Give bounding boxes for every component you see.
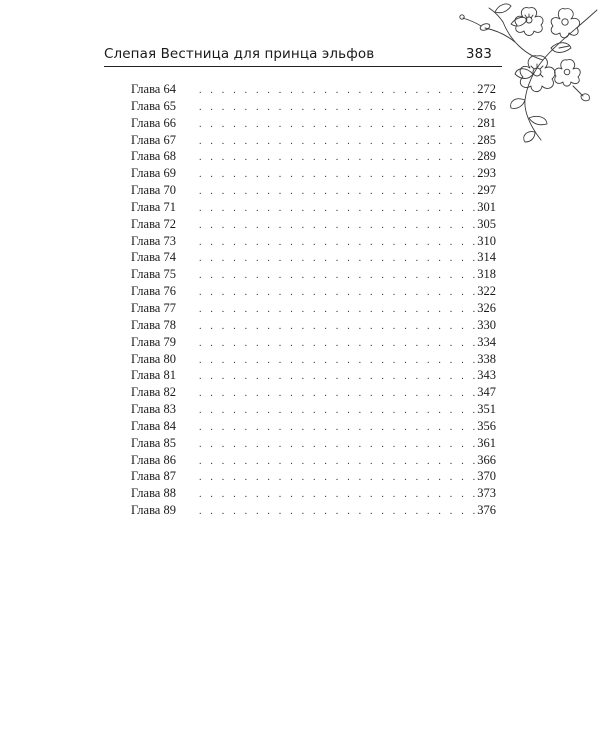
toc-dot-leader	[199, 353, 476, 370]
toc-dot-leader	[199, 201, 476, 218]
toc-entry-page: 343	[477, 368, 496, 383]
toc-entry	[131, 98, 496, 115]
toc-dot-leader	[199, 167, 476, 184]
toc-entry-title: Глава 83	[131, 402, 176, 417]
toc-entry-title: Глава 79	[131, 334, 176, 349]
toc-entry-page: 293	[477, 166, 496, 181]
toc-entry-title: Глава 84	[131, 418, 176, 433]
toc-entry	[131, 452, 496, 469]
toc-dot-leader	[199, 83, 476, 100]
toc-dot-leader	[199, 134, 476, 151]
toc-entry-page: 285	[477, 132, 496, 147]
toc-entry-title: Глава 86	[131, 452, 176, 467]
toc-entry	[131, 485, 496, 502]
toc-entry-title: Глава 89	[131, 503, 176, 518]
running-header	[104, 44, 492, 66]
toc-entry-page: 373	[477, 486, 496, 501]
toc-dot-leader	[199, 487, 476, 504]
page-number: 383	[465, 46, 492, 62]
toc-entry	[131, 182, 496, 199]
toc-entry	[131, 249, 496, 266]
header-rule	[104, 66, 502, 67]
toc-dot-leader	[199, 117, 476, 134]
toc-entry	[131, 283, 496, 300]
toc-entry-page: 272	[477, 82, 496, 96]
toc-dot-leader	[199, 251, 476, 268]
toc-dot-leader	[199, 369, 476, 386]
toc-entry-page: 310	[477, 233, 496, 248]
toc-entry-page: 338	[477, 351, 496, 366]
toc-entry	[131, 233, 496, 250]
toc-dot-leader	[199, 184, 476, 201]
toc-entry-page: 281	[477, 115, 496, 130]
toc-entry	[131, 216, 496, 233]
toc-entry-page: 351	[477, 402, 496, 417]
toc-entry-title: Глава 87	[131, 469, 176, 484]
toc-entry	[131, 468, 496, 485]
toc-entry-page: 297	[477, 183, 496, 198]
toc-entry	[131, 132, 496, 149]
toc-entry-page: 366	[477, 452, 496, 467]
toc-entry-title: Глава 73	[131, 233, 176, 248]
toc-dot-leader	[199, 218, 476, 235]
toc-entry	[131, 384, 496, 401]
toc-entry-title: Глава 68	[131, 149, 176, 164]
toc-entry	[131, 334, 496, 351]
toc-entry-page: 322	[477, 284, 496, 299]
toc-dot-leader	[199, 420, 476, 437]
toc-entry	[131, 300, 496, 317]
toc-entry-page: 347	[477, 385, 496, 400]
toc-entry-page: 370	[477, 469, 496, 484]
toc-dot-leader	[199, 100, 476, 117]
toc-entry-title: Глава 65	[131, 98, 176, 113]
toc-entry-title: Глава 82	[131, 385, 176, 400]
toc-entry-title: Глава 75	[131, 267, 176, 282]
toc-entry	[131, 502, 496, 519]
toc-entry-title: Глава 70	[131, 183, 176, 198]
toc-entry-title: Глава 74	[131, 250, 176, 265]
toc-dot-leader	[199, 319, 476, 336]
toc-entry-page: 356	[477, 418, 496, 433]
toc-entry-title: Глава 69	[131, 166, 176, 181]
toc-entry-page: 330	[477, 317, 496, 332]
toc-entry-title: Глава 67	[131, 132, 176, 147]
toc-entry-title: Глава 64	[131, 82, 176, 96]
toc-entry-page: 276	[477, 98, 496, 113]
toc-entry	[131, 401, 496, 418]
toc-dot-leader	[199, 150, 476, 167]
toc-dot-leader	[199, 268, 476, 285]
toc-entry	[131, 266, 496, 283]
toc-entry-title: Глава 66	[131, 115, 176, 130]
toc-entry-title: Глава 81	[131, 368, 176, 383]
toc-entry-title: Глава 72	[131, 216, 176, 231]
toc-entry-title: Глава 71	[131, 199, 176, 214]
toc-entry-title: Глава 88	[131, 486, 176, 501]
toc-entry	[131, 435, 496, 452]
toc-entry-page: 289	[477, 149, 496, 164]
toc-dot-leader	[199, 504, 476, 521]
toc-entry-title: Глава 85	[131, 435, 176, 450]
toc-entry-title: Глава 76	[131, 284, 176, 299]
running-title: Слепая Вестница для принца эльфов	[104, 46, 375, 62]
toc-entry	[131, 165, 496, 182]
toc-entry-title: Глава 80	[131, 351, 176, 366]
toc-entry-page: 305	[477, 216, 496, 231]
toc-dot-leader	[199, 302, 476, 319]
toc-entry-title: Глава 77	[131, 300, 176, 315]
table-of-contents	[131, 81, 496, 519]
toc-entry	[131, 367, 496, 384]
toc-dot-leader	[199, 437, 476, 454]
toc-entry	[131, 148, 496, 165]
toc-entry-page: 334	[477, 334, 496, 349]
toc-entry-page: 326	[477, 300, 496, 315]
toc-entry-page: 301	[477, 199, 496, 214]
toc-dot-leader	[199, 470, 476, 487]
toc-dot-leader	[199, 285, 476, 302]
toc-entry-page: 361	[477, 435, 496, 450]
toc-entry-page: 376	[477, 503, 496, 518]
toc-entry	[131, 317, 496, 334]
toc-dot-leader	[199, 235, 476, 252]
toc-entry	[131, 199, 496, 216]
toc-entry-page: 314	[477, 250, 496, 265]
toc-dot-leader	[199, 336, 476, 353]
toc-entry	[131, 351, 496, 368]
toc-dot-leader	[199, 403, 476, 420]
toc-entry	[131, 115, 496, 132]
toc-entry-page: 318	[477, 267, 496, 282]
toc-dot-leader	[199, 454, 476, 471]
toc-entry-title: Глава 78	[131, 317, 176, 332]
toc-dot-leader	[199, 386, 476, 403]
toc-entry	[131, 418, 496, 435]
toc-entry	[131, 81, 496, 98]
